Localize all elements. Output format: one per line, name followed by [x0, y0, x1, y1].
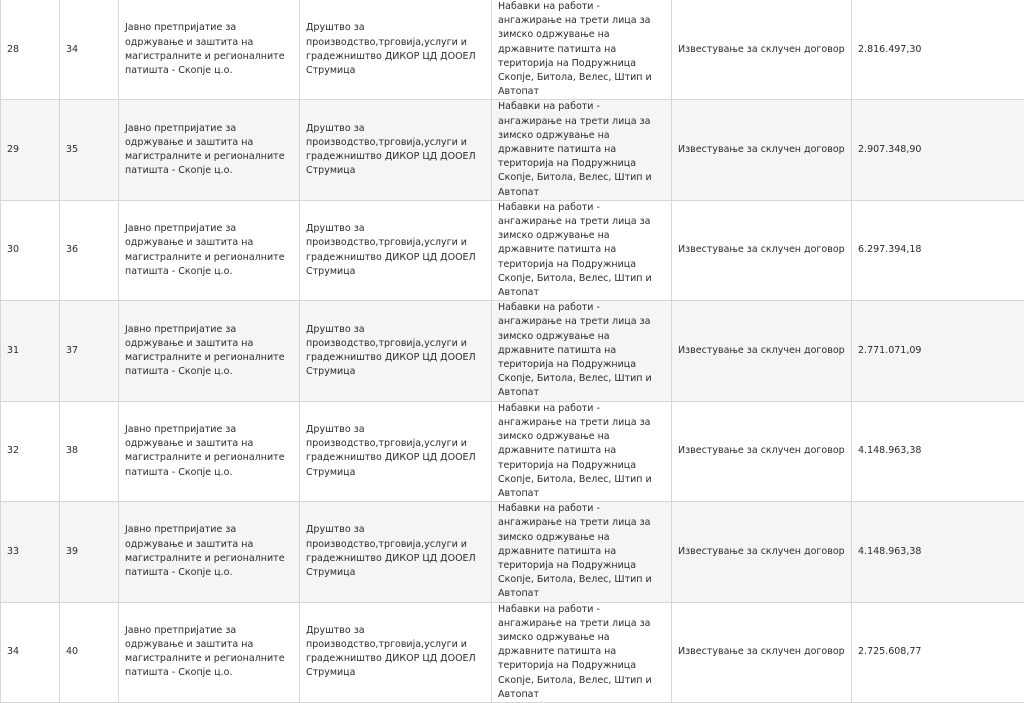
table-row	[1, 502, 1024, 602]
contracting-authority-cell: Јавно претпријатие за одржување и заштита на магистралните и регионалните патишта - Скопје ц.о.	[119, 401, 300, 501]
contract-value-cell: 2.725.608,77	[852, 602, 1024, 702]
row-index-cell: 31	[1, 301, 60, 401]
contract-subject-cell: Набавки на работи - ангажирање на трети лица за зимско одржување на државните патишта на територија на Подружница Скопје, Битола, Велес, Штип и Автопат	[492, 602, 672, 702]
supplier-cell: Друштво за производство,трговија,услуги и градежништво ДИКОР ЦД ДООЕЛ Струмица	[300, 200, 492, 300]
table-row	[1, 602, 1024, 702]
supplier-cell: Друштво за производство,трговија,услуги и градежништво ДИКОР ЦД ДООЕЛ Струмица	[300, 100, 492, 200]
contract-subject-cell: Набавки на работи - ангажирање на трети лица за зимско одржување на државните патишта на територија на Подружница Скопје, Битола, Велес, Штип и Автопат	[492, 502, 672, 602]
row-index-cell: 29	[1, 100, 60, 200]
record-number-cell: 34	[60, 0, 119, 100]
row-index-cell: 28	[1, 0, 60, 100]
notice-type-cell: Известување за склучен договор	[672, 200, 852, 300]
record-number-cell: 40	[60, 602, 119, 702]
record-number-cell: 38	[60, 401, 119, 501]
notice-type-cell: Известување за склучен договор	[672, 301, 852, 401]
table-row	[1, 100, 1024, 200]
contracting-authority-cell: Јавно претпријатие за одржување и заштита на магистралните и регионалните патишта - Скопје ц.о.	[119, 602, 300, 702]
row-index-cell: 30	[1, 200, 60, 300]
notice-type-cell: Известување за склучен договор	[672, 602, 852, 702]
supplier-cell: Друштво за производство,трговија,услуги и градежништво ДИКОР ЦД ДООЕЛ Струмица	[300, 0, 492, 100]
supplier-cell: Друштво за производство,трговија,услуги и градежништво ДИКОР ЦД ДООЕЛ Струмица	[300, 301, 492, 401]
row-index-cell: 33	[1, 502, 60, 602]
contract-value-cell: 6.297.394,18	[852, 200, 1024, 300]
contracting-authority-cell: Јавно претпријатие за одржување и заштита на магистралните и регионалните патишта - Скопје ц.о.	[119, 301, 300, 401]
notice-type-cell: Известување за склучен договор	[672, 100, 852, 200]
contract-value-cell: 2.771.071,09	[852, 301, 1024, 401]
record-number-cell: 39	[60, 502, 119, 602]
contracting-authority-cell: Јавно претпријатие за одржување и заштита на магистралните и регионалните патишта - Скопје ц.о.	[119, 0, 300, 100]
table-row	[1, 0, 1024, 100]
row-index-cell: 34	[1, 602, 60, 702]
table-row	[1, 301, 1024, 401]
contract-subject-cell: Набавки на работи - ангажирање на трети лица за зимско одржување на државните патишта на територија на Подружница Скопје, Битола, Велес, Штип и Автопат	[492, 401, 672, 501]
contract-subject-cell: Набавки на работи - ангажирање на трети лица за зимско одржување на државните патишта на територија на Подружница Скопје, Битола, Велес, Штип и Автопат	[492, 200, 672, 300]
notice-type-cell: Известување за склучен договор	[672, 0, 852, 100]
contract-subject-cell: Набавки на работи - ангажирање на трети лица за зимско одржување на државните патишта на територија на Подружница Скопје, Битола, Велес, Штип и Автопат	[492, 0, 672, 100]
contract-value-cell: 4.148.963,38	[852, 401, 1024, 501]
contract-value-cell: 2.816.497,30	[852, 0, 1024, 100]
notice-type-cell: Известување за склучен договор	[672, 502, 852, 602]
table-row	[1, 200, 1024, 300]
contract-value-cell: 2.907.348,90	[852, 100, 1024, 200]
notice-type-cell: Известување за склучен договор	[672, 401, 852, 501]
supplier-cell: Друштво за производство,трговија,услуги и градежништво ДИКОР ЦД ДООЕЛ Струмица	[300, 401, 492, 501]
record-number-cell: 35	[60, 100, 119, 200]
contract-value-cell: 4.148.963,38	[852, 502, 1024, 602]
supplier-cell: Друштво за производство,трговија,услуги и градежништво ДИКОР ЦД ДООЕЛ Струмица	[300, 602, 492, 702]
record-number-cell: 37	[60, 301, 119, 401]
contract-subject-cell: Набавки на работи - ангажирање на трети лица за зимско одржување на државните патишта на територија на Подружница Скопје, Битола, Велес, Штип и Автопат	[492, 100, 672, 200]
table-body	[1, 0, 1024, 702]
contracting-authority-cell: Јавно претпријатие за одржување и заштита на магистралните и регионалните патишта - Скопје ц.о.	[119, 100, 300, 200]
contract-subject-cell: Набавки на работи - ангажирање на трети лица за зимско одржување на државните патишта на територија на Подружница Скопје, Битола, Велес, Штип и Автопат	[492, 301, 672, 401]
contracting-authority-cell: Јавно претпријатие за одржување и заштита на магистралните и регионалните патишта - Скопје ц.о.	[119, 200, 300, 300]
contracting-authority-cell: Јавно претпријатие за одржување и заштита на магистралните и регионалните патишта - Скопје ц.о.	[119, 502, 300, 602]
supplier-cell: Друштво за производство,трговија,услуги и градежништво ДИКОР ЦД ДООЕЛ Струмица	[300, 502, 492, 602]
record-number-cell: 36	[60, 200, 119, 300]
row-index-cell: 32	[1, 401, 60, 501]
table-row	[1, 401, 1024, 501]
